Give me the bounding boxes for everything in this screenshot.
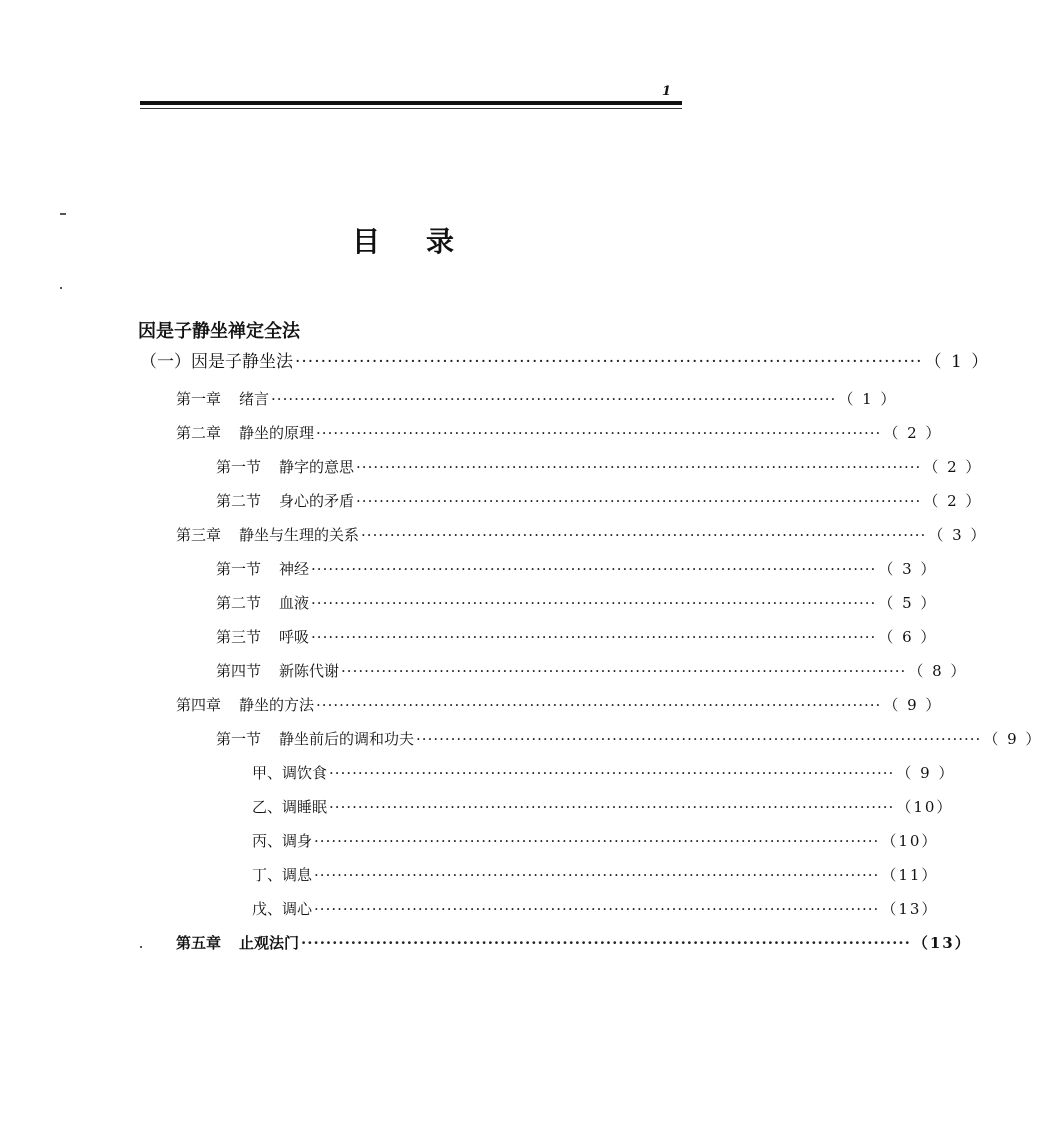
leader-dots: ·································································································· — [295, 352, 923, 372]
leader-dots: ·································································································· — [311, 560, 877, 578]
leader-dots: ·································································································· — [301, 934, 911, 952]
entry-number: 第三章 — [176, 526, 222, 544]
leader-dots: ·································································································· — [329, 764, 895, 782]
leader-dots: ·································································································· — [314, 900, 880, 918]
entry-page: （ 5 ） — [878, 594, 938, 612]
scan-speck — [140, 946, 142, 948]
entry-title: 血液 — [279, 594, 310, 612]
entry-number: 第一节 — [216, 730, 262, 748]
scan-speck — [60, 287, 62, 289]
leader-dots: ·································································································· — [311, 594, 877, 612]
entry-title: 静字的意思 — [279, 458, 355, 476]
entry-number: 丙、 — [252, 832, 283, 850]
toc-entry-chapter-4[interactable] — [176, 695, 943, 715]
entry-title: 因是子静坐法 — [191, 352, 293, 372]
leader-dots: ·································································································· — [316, 696, 882, 714]
entry-number: 第二节 — [216, 594, 262, 612]
toc-entry-section[interactable] — [216, 457, 983, 477]
entry-title: 静坐前后的调和功夫 — [279, 730, 415, 748]
entry-page: （ 3 ） — [878, 560, 938, 578]
entry-title: 静坐与生理的关系 — [239, 526, 360, 544]
entry-number: 第一节 — [216, 560, 262, 578]
leader-dots: ·································································································· — [314, 832, 880, 850]
entry-number: 丁、 — [252, 866, 283, 884]
entry-page: （ 2 ） — [883, 424, 943, 442]
toc-entry-item[interactable] — [252, 899, 939, 919]
entry-page: （ 9 ） — [896, 764, 956, 782]
entry-title: 调睡眠 — [282, 798, 328, 816]
toc-entry-section[interactable] — [216, 491, 983, 511]
entry-page: （ 2 ） — [923, 458, 983, 476]
toc-entry-section[interactable] — [216, 559, 938, 579]
entry-number: 甲、 — [252, 764, 283, 782]
header-rule-thin — [140, 108, 682, 109]
entry-title: 调心 — [282, 900, 313, 918]
header-rule-thick — [140, 101, 682, 105]
toc-entry-chapter-3[interactable] — [176, 525, 988, 545]
entry-title: 静坐的方法 — [239, 696, 315, 714]
entry-title: 止观法门 — [239, 934, 300, 952]
scan-speck — [60, 213, 66, 215]
leader-dots: ·································································································· — [311, 628, 877, 646]
toc-entry-section[interactable] — [216, 627, 938, 647]
toc-entry-item[interactable] — [252, 865, 939, 885]
leader-dots: ·································································································· — [356, 458, 922, 476]
entry-number: 第四章 — [176, 696, 222, 714]
entry-page: （10） — [881, 832, 939, 850]
entry-page: （11） — [881, 866, 939, 884]
entry-page: （ 9 ） — [883, 696, 943, 714]
entry-page: （10） — [896, 798, 954, 816]
entry-title: 呼吸 — [279, 628, 310, 646]
entry-number: 第四节 — [216, 662, 262, 680]
toc-entry-item[interactable] — [252, 797, 954, 817]
entry-number: 第二章 — [176, 424, 222, 442]
page-title: 目录 — [352, 225, 501, 258]
toc-entry-chapter-5[interactable] — [176, 933, 972, 953]
entry-page: （ 2 ） — [923, 492, 983, 510]
entry-page: （ 1 ） — [924, 352, 991, 372]
entry-title: 神经 — [279, 560, 310, 578]
toc-entry-section[interactable] — [216, 729, 1042, 749]
leader-dots: ·································································································· — [416, 730, 982, 748]
leader-dots: ·································································································· — [361, 526, 927, 544]
toc-entry-chapter-2[interactable] — [176, 423, 943, 443]
page-number: 1 — [662, 84, 672, 99]
toc-entry-chapter-1[interactable] — [176, 389, 898, 409]
entry-page: （13） — [881, 900, 939, 918]
leader-dots: ·································································································· — [356, 492, 922, 510]
entry-page: （ 1 ） — [838, 390, 898, 408]
entry-number: （一） — [140, 352, 191, 372]
leader-dots: ·································································································· — [314, 866, 880, 884]
toc-entry-part-1[interactable] — [140, 352, 991, 372]
entry-title: 绪言 — [239, 390, 270, 408]
entry-page: （ 6 ） — [878, 628, 938, 646]
toc-entry-section[interactable] — [216, 661, 968, 681]
toc-entry-section[interactable] — [216, 593, 938, 613]
leader-dots: ·································································································· — [316, 424, 882, 442]
entry-page: （ 8 ） — [908, 662, 968, 680]
book-title: 因是子静坐禅定全法 — [138, 321, 300, 342]
entry-number: 第一节 — [216, 458, 262, 476]
entry-page: （13） — [912, 934, 972, 952]
toc-entry-item[interactable] — [252, 831, 939, 851]
entry-page: （ 9 ） — [983, 730, 1042, 748]
toc-entry-item[interactable] — [252, 763, 956, 783]
entry-number: 戊、 — [252, 900, 283, 918]
entry-number: 第三节 — [216, 628, 262, 646]
entry-title: 身心的矛盾 — [279, 492, 355, 510]
entry-page: （ 3 ） — [928, 526, 988, 544]
entry-number: 第二节 — [216, 492, 262, 510]
leader-dots: ·································································································· — [271, 390, 837, 408]
entry-number: 乙、 — [252, 798, 283, 816]
entry-number: 第一章 — [176, 390, 222, 408]
entry-title: 调息 — [282, 866, 313, 884]
entry-title: 调饮食 — [282, 764, 328, 782]
entry-number: 第五章 — [176, 934, 222, 952]
entry-title: 新陈代谢 — [279, 662, 340, 680]
leader-dots: ·································································································· — [341, 662, 907, 680]
entry-title: 调身 — [282, 832, 313, 850]
entry-title: 静坐的原理 — [239, 424, 315, 442]
leader-dots: ·································································································· — [329, 798, 895, 816]
